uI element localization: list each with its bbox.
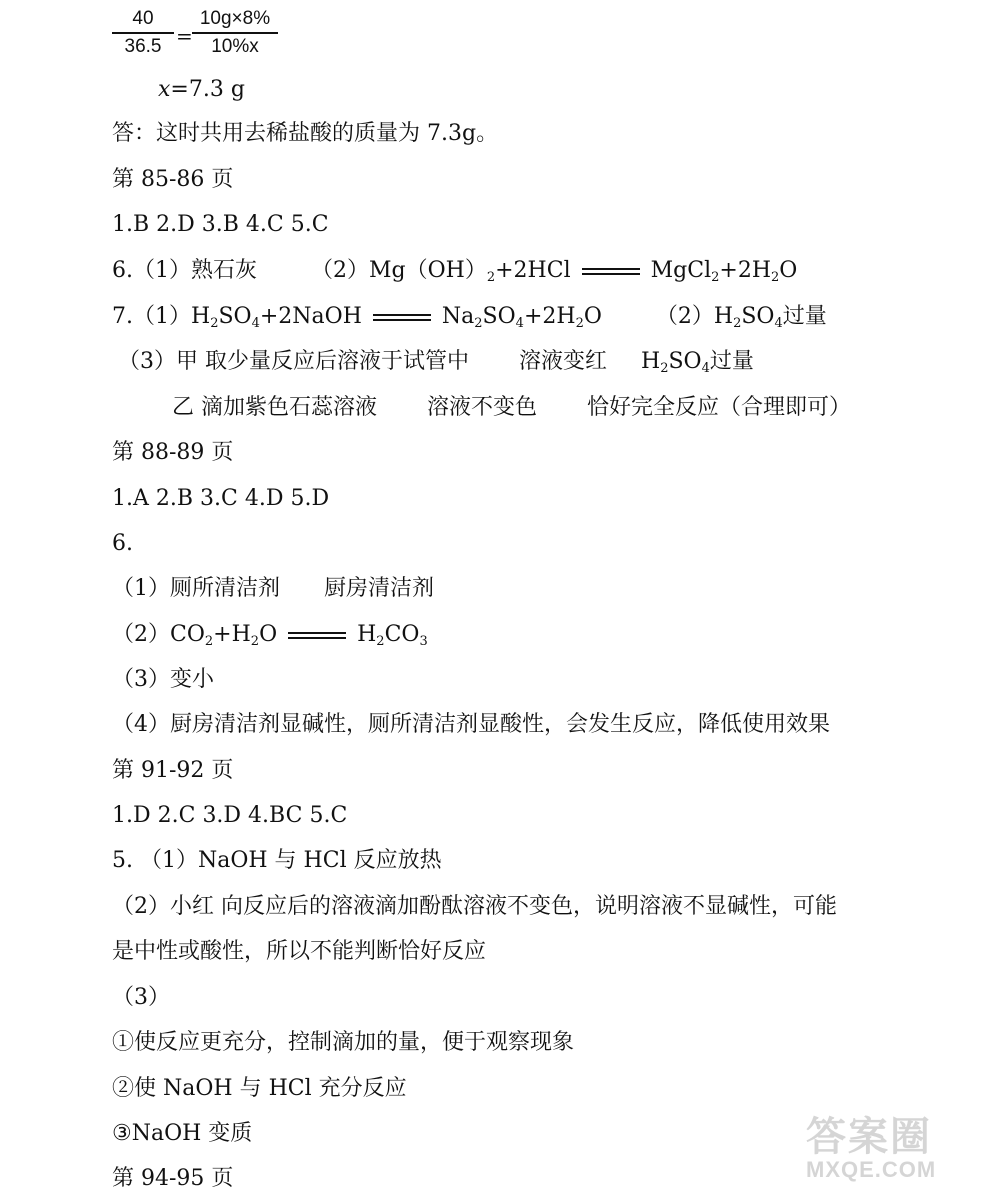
question-5-part3: （3）	[112, 985, 170, 1010]
section-heading: 第 94-95 页	[112, 1166, 234, 1191]
section-heading: 第 88-89 页	[112, 440, 234, 465]
watermark-url: MXQE.COM	[806, 1157, 937, 1182]
question-7-yi-line	[172, 394, 851, 422]
section-heading: 第 91-92 页	[112, 758, 234, 783]
x-result	[158, 76, 245, 104]
watermark-logo	[792, 1101, 982, 1191]
question-6-part3: （3）变小	[112, 667, 214, 692]
question-5-part2-line1: （2）小红 向反应后的溶液滴加酚酞溶液不变色，说明溶液不显碱性，可能	[112, 894, 837, 919]
multiple-choice-answers: 1.B 2.D 3.B 4.C 5.C	[112, 212, 329, 237]
q7-so: SO	[218, 304, 252, 329]
question-7-line: $7.(1)H_2SO_4+2NaOH$ $Na_2SO_4+2H_2O$ $(2)H_2SO_4$过量	[112, 304, 827, 331]
q6-kitchen-cleaner: 厨房清洁剂	[324, 576, 435, 601]
q7-o: O	[583, 304, 602, 329]
q7-jia-h: H	[641, 349, 661, 374]
q6-part2: （2）Mg（OH）	[311, 258, 487, 283]
q7-yi-step: 乙 滴加紫色石蕊溶液	[172, 395, 377, 420]
question-5-part2-line2: 是中性或酸性，所以不能判断恰好反应	[112, 939, 487, 964]
question-6-part4: （4）厨房清洁剂显碱性，厕所清洁剂显酸性，会发生反应，降低使用效果	[112, 712, 830, 737]
q6-h: +H	[213, 622, 251, 647]
q7-water: +2H	[523, 304, 576, 329]
q6-co: （2）CO	[112, 622, 205, 647]
q6-part1: 6.（1）熟石灰	[112, 258, 257, 283]
answer-item-2: ②使 NaOH 与 HCl 充分反应	[112, 1076, 407, 1101]
section-heading: 第 85-86 页	[112, 167, 234, 192]
q7-jia-step: （3）甲 取少量反应后溶液于试管中	[118, 349, 469, 374]
reaction-equals-icon	[373, 311, 431, 324]
watermark-title: 答案圈	[806, 1115, 932, 1159]
x-value: =7.3 g	[170, 77, 245, 102]
fraction-right-denominator: 10%x	[211, 36, 259, 57]
q6-product-co: CO	[384, 622, 420, 647]
question-6-part1	[112, 575, 434, 603]
q7-yi-conclusion: 恰好完全反应（合理即可）	[587, 395, 852, 420]
q7-naoh: +2NaOH	[259, 304, 362, 329]
q6-product-h: H	[357, 622, 377, 647]
fraction-left-numerator: 40	[132, 8, 154, 29]
q7-jia-so: SO	[668, 349, 702, 374]
q6-toilet-cleaner: （1）厕所清洁剂	[112, 576, 280, 601]
q7-jia-conclusion: 过量	[709, 349, 754, 374]
question-7-part3: （3）甲 取少量反应后溶液于试管中 溶液变红 $H_2SO_4$过量	[118, 349, 754, 376]
answer-item-3: ③NaOH 变质	[112, 1121, 253, 1146]
q7-so2: SO	[482, 304, 516, 329]
answer-line: 答：这时共用去稀盐酸的质量为 7.3g。	[112, 121, 499, 146]
answer-item-1: ①使反应更充分，控制滴加的量，便于观察现象	[112, 1030, 575, 1055]
q7-yi-observation: 溶液不变色	[427, 395, 538, 420]
q6-product3: O	[779, 258, 798, 283]
fraction-left-denominator: 36.5	[124, 36, 162, 57]
equals-sign: =	[176, 24, 193, 48]
multiple-choice-answers: 1.A 2.B 3.C 4.D 5.D	[112, 486, 330, 511]
question-6-label: 6.	[112, 531, 133, 556]
q7-part2: （2）H	[655, 304, 734, 329]
q6-reactant: +2HCl	[495, 258, 571, 283]
question-5-part1: 5. （1）NaOH 与 HCl 反应放热	[112, 848, 442, 873]
q6-product2: +2H	[719, 258, 772, 283]
q6-o: O	[259, 622, 278, 647]
x-variable: x	[158, 77, 171, 102]
q7-so3: SO	[741, 304, 775, 329]
q6-product: MgCl	[650, 258, 712, 283]
multiple-choice-answers: 1.D 2.C 3.D 4.BC 5.C	[112, 803, 348, 828]
q7-jia-observation: 溶液变红	[519, 349, 608, 374]
fraction-right-numerator: 10g×8%	[199, 8, 271, 29]
reaction-equals-icon	[288, 629, 346, 642]
fraction-right	[192, 8, 278, 58]
q7-na: Na	[441, 304, 475, 329]
q7-excess: 过量	[782, 304, 827, 329]
question-6-line: 6.（1）熟石灰 $(2)Mg(OH)_2+2HCl$ $MgCl_2+2H_2O$	[112, 258, 798, 285]
question-6-part2: $(2)CO_2+H_2O$ $H_2CO_3$	[112, 622, 428, 649]
reaction-equals-icon	[582, 265, 640, 278]
fraction-left	[112, 8, 174, 58]
q7-part1: 7.（1）H	[112, 304, 211, 329]
